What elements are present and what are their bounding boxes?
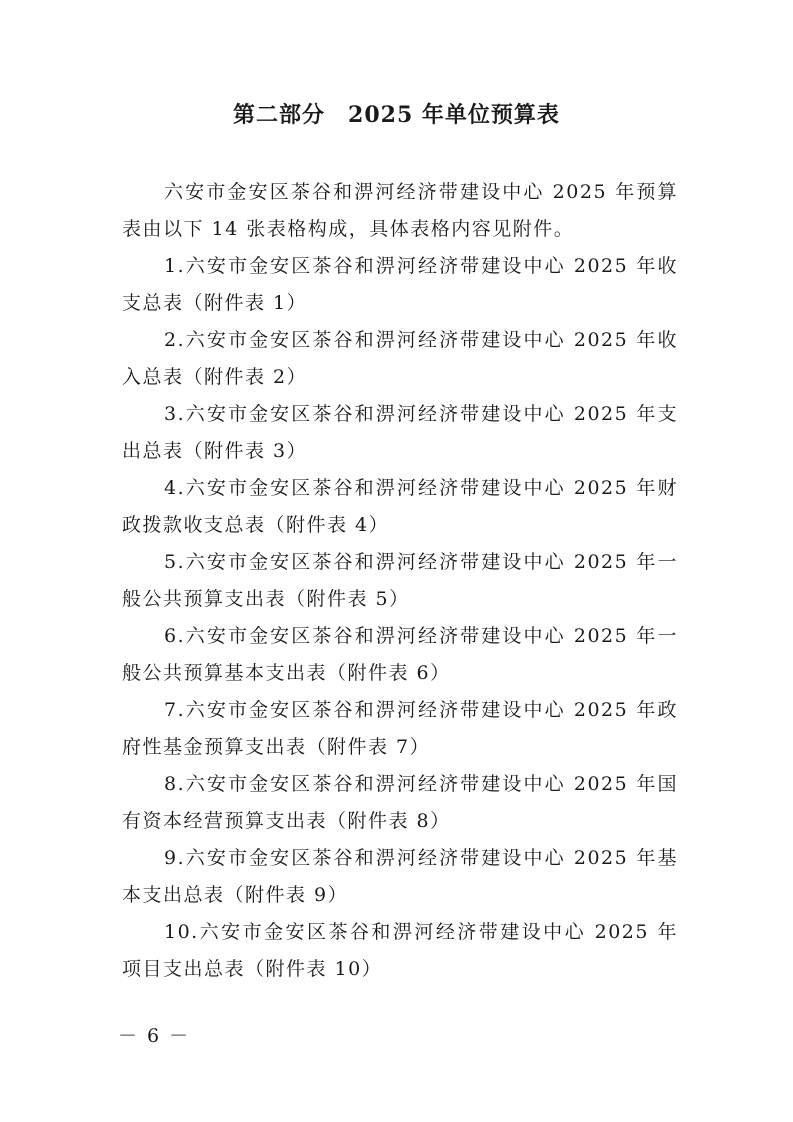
intro-paragraph: 六安市金安区茶谷和淠河经济带建设中心 2025 年预算表由以下 14 张表格构成，具体表格内容见附件。 <box>122 181 678 240</box>
list-item-5: 5.六安市金安区茶谷和淠河经济带建设中心 2025 年一般公共预算支出表（附件表 5） <box>122 551 678 610</box>
section-title: 第二部分 2025 年单位预算表 <box>233 102 560 128</box>
list-item-9: 9.六安市金安区茶谷和淠河经济带建设中心 2025 年基本支出总表（附件表 9） <box>122 847 678 906</box>
page-number: － 6 － <box>118 1025 191 1047</box>
body-text <box>122 174 678 988</box>
list-item-3: 3.六安市金安区茶谷和淠河经济带建设中心 2025 年支出总表（附件表 3） <box>122 403 678 462</box>
list-item-6: 6.六安市金安区茶谷和淠河经济带建设中心 2025 年一般公共预算基本支出表（附件表 6） <box>122 625 678 684</box>
list-item-8: 8.六安市金安区茶谷和淠河经济带建设中心 2025 年国有资本经营预算支出表（附件表 8） <box>122 773 678 832</box>
list-item-10: 10.六安市金安区茶谷和淠河经济带建设中心 2025 年项目支出总表（附件表 10） <box>122 921 678 980</box>
list-item-2: 2.六安市金安区茶谷和淠河经济带建设中心 2025 年收入总表（附件表 2） <box>122 329 678 388</box>
list-item-4: 4.六安市金安区茶谷和淠河经济带建设中心 2025 年财政拨款收支总表（附件表 4） <box>122 477 678 536</box>
list-item-1: 1.六安市金安区茶谷和淠河经济带建设中心 2025 年收支总表（附件表 1） <box>122 255 678 314</box>
list-item-7: 7.六安市金安区茶谷和淠河经济带建设中心 2025 年政府性基金预算支出表（附件表 7） <box>122 699 678 758</box>
